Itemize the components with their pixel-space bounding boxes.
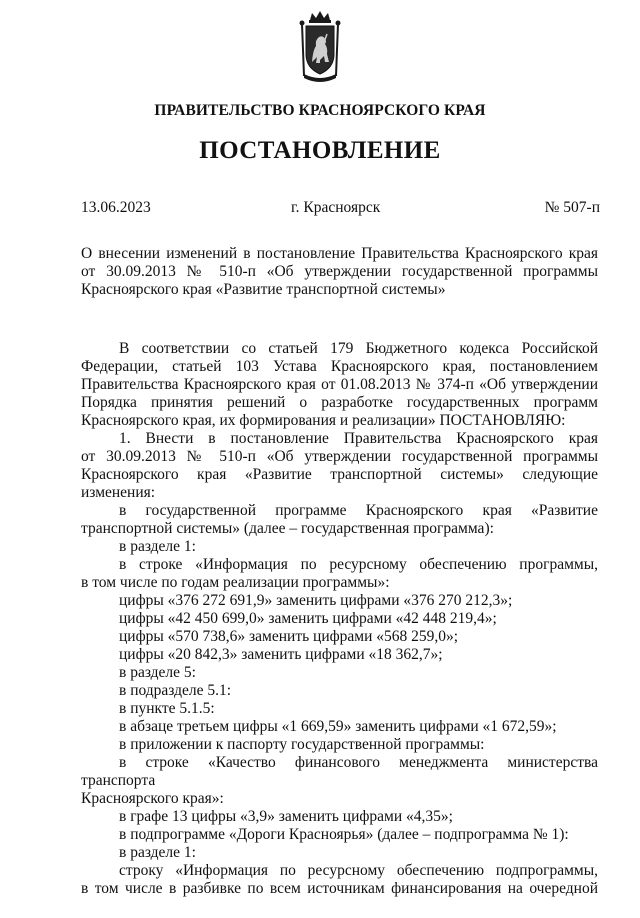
document-body [81,340,598,898]
document-type-title: ПОСТАНОВЛЕНИЕ [199,137,441,164]
document-subject [81,245,598,299]
body-line: в приложении к паспорту государственной программы: [119,736,485,753]
body-line: строку «Информация по ресурсному обеспечению подпрограммы, [119,862,598,879]
body-line: Красноярского края»: [81,790,224,807]
body-line: в разделе 1: [119,844,196,861]
body-line: цифры «42 450 699,0» заменить цифрами «42 448 219,4»; [119,610,497,627]
body-line: в разделе 5: [119,664,196,681]
body-line: В соответствии со статьей 179 Бюджетного кодекса Российской [119,340,598,357]
body-line: в графе 13 цифры «3,9» заменить цифрами «4,35»; [119,808,453,825]
body-line: в подразделе 5.1: [119,682,232,699]
body-line: Красноярского края, их формирования и реализации» ПОСТАНОВЛЯЮ: [81,412,566,429]
body-line: в государственной программе Красноярского края «Развитие [119,502,598,519]
body-line: Федерации, статьей 103 Устава Красноярского края, постановлением [81,358,598,375]
body-line: в абзаце третьем цифры «1 669,59» заменить цифрами «1 672,59»; [119,718,557,735]
body-line: цифры «20 842,3» заменить цифрами «18 362,7»; [119,646,443,663]
body-line: в строке «Качество финансового менеджмента министерства транспорта [81,754,598,789]
body-line: в подпрограмме «Дороги Красноярья» (далее – подпрограмма № 1): [119,826,569,843]
body-line: в строке «Информация по ресурсному обеспечению программы, [119,556,598,573]
body-line: цифры «376 272 691,9» заменить цифрами «376 270 212,3»; [119,592,513,609]
document-date: 13.06.2023 [81,199,151,216]
body-line: в пункте 5.1.5: [119,700,215,717]
body-line: в том числе в разбивке по всем источникам финансирования на очередной [81,880,598,897]
body-line: в разделе 1: [119,538,196,555]
subject-line: Красноярского края «Развитие транспортной системы» [81,281,446,298]
body-line: от 30.09.2013 № 510-п «Об утверждении государственной программы [81,448,598,465]
body-line: в том числе по годам реализации программы»: [81,574,390,591]
body-line: 1. Внести в постановление Правительства Красноярского края [119,430,598,447]
body-line: Правительства Красноярского края от 01.08.2013 № 374-п «Об утверждении [81,376,598,393]
document-city: г. Красноярск [291,199,381,216]
body-line: цифры «570 738,6» заменить цифрами «568 259,0»; [119,628,459,645]
government-name: ПРАВИТЕЛЬСТВО КРАСНОЯРСКОГО КРАЯ [154,102,486,119]
body-line: транспортной системы» (далее – государственная программа): [81,520,494,537]
body-line: Красноярского края «Развитие транспортной системы» следующие изменения: [81,466,598,501]
subject-line: О внесении изменений в постановление Правительства Красноярского края [81,245,598,262]
body-line: Порядка принятия решений о разработке государственных программ [81,394,598,411]
document-number: № 507-п [544,199,600,216]
coat-of-arms-icon [298,10,342,84]
subject-line: от 30.09.2013 № 510-п «Об утверждении государственной программы [81,263,598,280]
